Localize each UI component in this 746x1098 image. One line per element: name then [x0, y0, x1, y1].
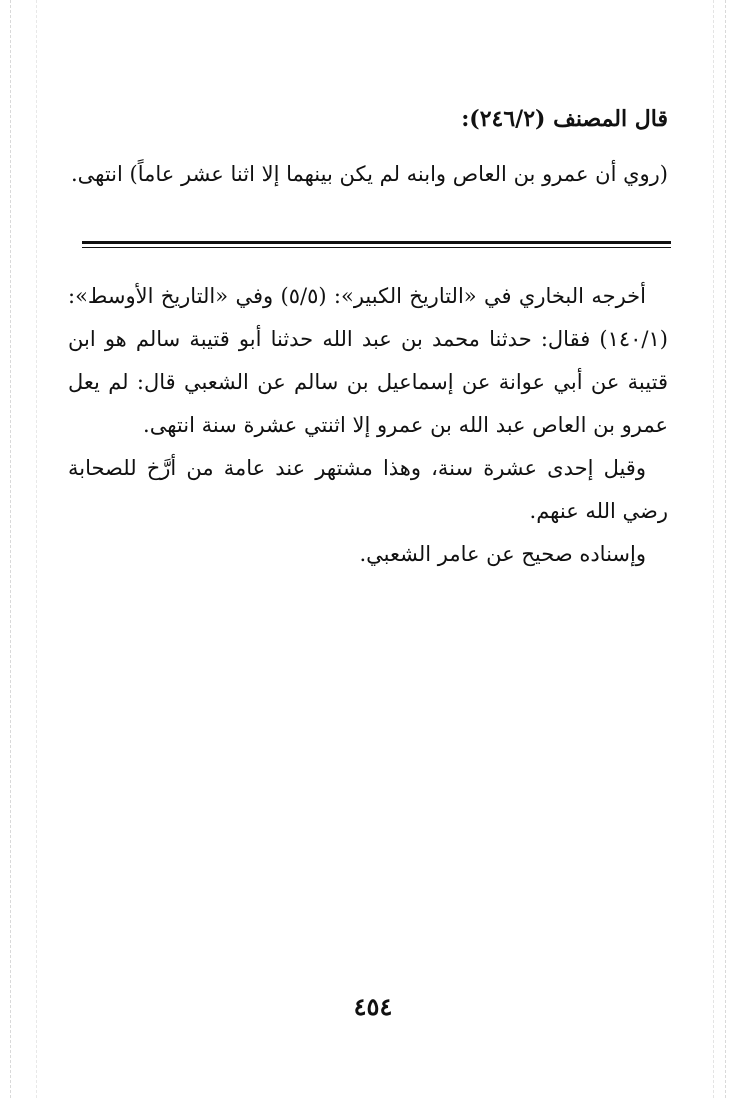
scan-guide-line: [36, 0, 37, 1098]
section-heading: قال المصنف (٢٤٦/٢):: [461, 106, 668, 132]
quoted-text: (روي أن عمرو بن العاص وابنه لم يكن بينهما إلا اثنا عشر عاماً) انتهى.: [70, 162, 668, 186]
commentary: [68, 275, 668, 576]
commentary-paragraph: أخرجه البخاري في «التاريخ الكبير»: (٥/٥) وفي «التاريخ الأوسط»: (١٤٠/١) فقال: حدثنا محمد بن عبد الله حدثنا أبو قتيبة سالم هو ابن قتيبة عن أبي عوانة عن إسماعيل بن سالم عن الشعبي قال: لم يعل عمرو بن العاص عبد الله بن عمرو إلا اثنتي عشرة سنة انتهى.: [68, 284, 668, 437]
scan-guide-line: [10, 0, 11, 1098]
commentary-paragraph: وإسناده صحيح عن عامر الشعبي.: [359, 542, 646, 566]
scan-guide-line: [725, 0, 726, 1098]
scan-guide-line: [713, 0, 714, 1098]
footnote-separator: [82, 241, 671, 248]
commentary-paragraph: وقيل إحدى عشرة سنة، وهذا مشتهر عند عامة من أرَّخ للصحابة رضي الله عنهم.: [68, 456, 668, 523]
page-number: ٤٥٤: [353, 992, 393, 1021]
